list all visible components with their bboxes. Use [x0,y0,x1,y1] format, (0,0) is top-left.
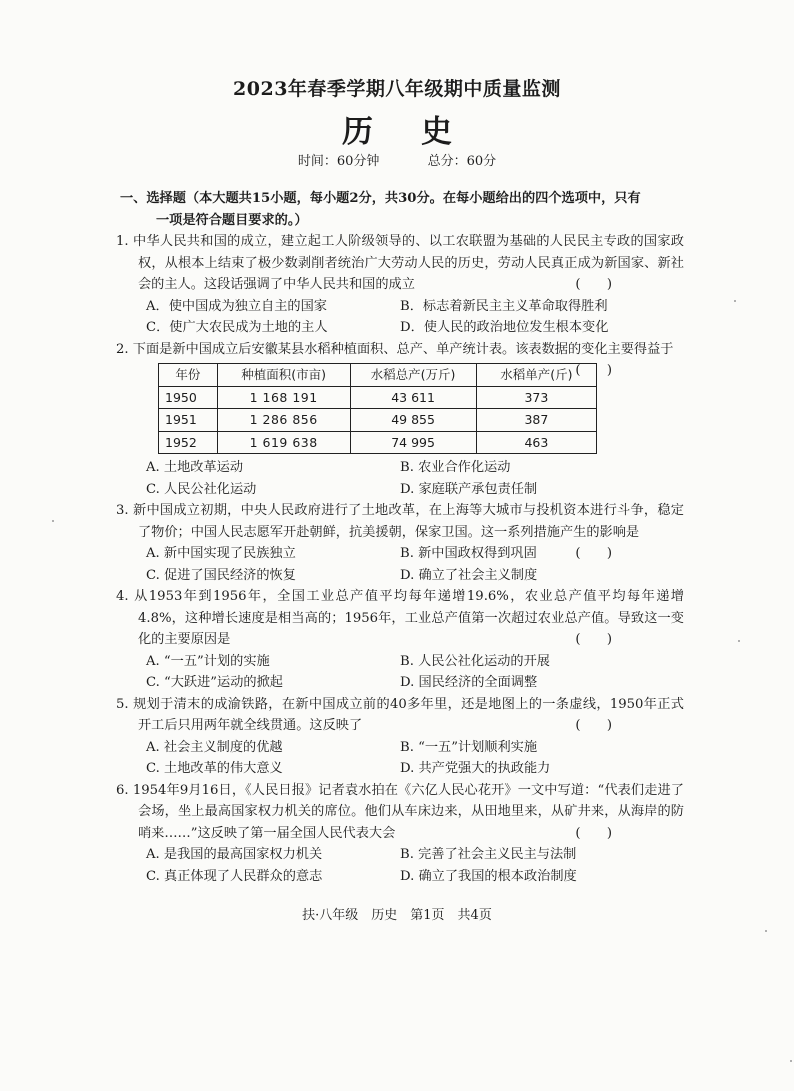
option-b: B. 新中国政权得到巩固 [400,546,537,561]
table-row [159,409,597,432]
option-b: B. 农业合作化运动 [400,460,511,475]
table-header: 水稻总产(万斤) [350,364,476,387]
question-5 [116,694,684,780]
option-d: D. 共产党强大的执政能力 [400,761,551,776]
subject-title: 历史 [342,114,500,150]
question-4-text: 4. 从1953年到1956年，全国工业总产值平均每年递增19.6%，农业总产值平均每年递增4.8%，这种增长速度是相当高的；1956年，工业总产值第一次超过农业总产值。导致这一变化的主要原因是 [116,589,684,647]
question-section [116,188,684,887]
option-d: D．使人民的政治地位发生根本变化 [400,320,609,335]
scan-speck [765,930,767,932]
scan-speck [790,1060,792,1062]
table-cell: 1 619 638 [217,431,350,454]
question-4 [116,586,684,694]
scan-speck [734,300,736,302]
table-row [159,386,597,409]
table-cell: 1951 [159,409,218,432]
scan-speck [738,640,740,642]
question-5-options [116,737,684,780]
table-cell: 463 [476,431,597,454]
question-1 [116,231,684,339]
table-header-row [159,364,597,387]
question-2-options [116,457,684,500]
option-a: A．使中国成为独立自主的国家 [146,298,327,314]
table-header: 水稻单产(斤) [476,364,597,387]
option-d: D. 国民经济的全面调整 [400,675,538,690]
option-d: D. 家庭联产承包责任制 [400,481,538,497]
exam-title: 2023年春季学期八年级期中质量监测 [233,78,561,100]
option-b: B．标志着新民主主义革命取得胜利 [400,298,608,314]
question-4-options [116,651,684,694]
question-3-options [116,543,597,586]
rice-statistics-table [158,363,597,454]
table-row [159,431,597,454]
answer-blank: ( ) [575,277,612,292]
table-cell: 1950 [159,386,218,409]
exam-meta [0,150,794,169]
option-b: B. “一五”计划顺利实施 [400,739,538,755]
table-cell: 1952 [159,431,218,454]
table-header: 种植面积(市亩) [217,364,350,387]
time-limit: 时间：60分钟 [297,154,380,169]
table-cell: 1 286 856 [217,409,350,432]
table-cell: 373 [476,386,597,409]
option-c: C. 真正体现了人民群众的意志 [146,868,323,884]
question-3 [116,500,684,586]
page-footer: 扶·八年级 历史 第1页 共4页 [302,908,492,923]
question-2-text: 2. 下面是新中国成立后安徽某县水稻种植面积、总产、单产统计表。该表数据的变化主要得益于 [116,341,674,357]
scan-speck [52,520,54,522]
answer-blank: ( ) [575,632,612,647]
table-cell: 387 [476,409,597,432]
option-a: A. 是我国的最高国家权力机关 [146,847,323,862]
table-cell: 49 855 [350,409,476,432]
total-score: 总分：60分 [427,154,497,169]
option-b: B. 完善了社会主义民主与法制 [400,847,577,862]
option-b: B. 人民公社化运动的开展 [400,653,550,669]
option-a: A. 社会主义制度的优越 [146,739,283,755]
table-cell: 43 611 [350,386,476,409]
table-cell: 74 995 [350,431,476,454]
option-c: C. 土地改革的伟大意义 [146,761,283,776]
option-c: C．使广大农民成为土地的主人 [146,320,328,335]
table-header: 年份 [159,364,218,387]
section-heading: 一、选择题（本大题共15小题，每小题2分，共30分。在每小题给出的四个选项中，只有 一项是符合题目要求的。） [120,191,641,228]
question-6-options [116,844,684,887]
option-d: D. 确立了社会主义制度 [400,567,538,583]
option-c: C. 促进了国民经济的恢复 [146,567,296,583]
option-a: A. 土地改革运动 [146,460,244,475]
option-a: A. “一五”计划的实施 [146,653,270,669]
option-d: D. 确立了我国的根本政治制度 [400,868,577,884]
question-3-text: 3. 新中国成立初期，中央人民政府进行了土地改革，在上海等大城市与投机资本进行斗争，稳定了物价；中国人民志愿军开赴朝鲜，抗美援朝，保家卫国。这一系列措施产生的影响是 [116,503,684,540]
answer-blank: ( ) [575,825,612,841]
option-a: A. 新中国实现了民族独立 [146,546,296,561]
question-6 [116,780,684,888]
answer-blank: ( ) [575,718,612,733]
option-c: C. “大跃进”运动的掀起 [146,675,283,690]
answer-blank: ( ) [575,363,612,378]
option-c: C. 人民公社化运动 [146,481,257,497]
question-2 [116,339,684,501]
question-1-options [116,296,684,339]
answer-blank: ( ) [575,546,612,561]
question-6-text: 6. 1954年9月16日，《人民日报》记者袁水拍在《六亿人民心花开》一文中写道：“代表们走进了会场，坐上最高国家权力机关的席位。他们从车床边来，从田地里来，从矿井来，从海岸的防哨来……”这反映了第一届全国人民代表大会 [116,782,684,841]
question-5-text: 5. 规划于清末的成渝铁路，在新中国成立前的40多年里，还是地图上的一条虚线，1950年正式开工后只用两年就全线贯通。这反映了 [116,696,684,733]
question-1-text: 1. 中华人民共和国的成立，建立起工人阶级领导的、以工农联盟为基础的人民民主专政的国家政权，从根本上结束了极少数剥削者统治广大劳动人民的历史，劳动人民真正成为新国家、新社会的主人。这段话强调了中华人民共和国的成立 [116,234,684,292]
table-cell: 1 168 191 [217,386,350,409]
